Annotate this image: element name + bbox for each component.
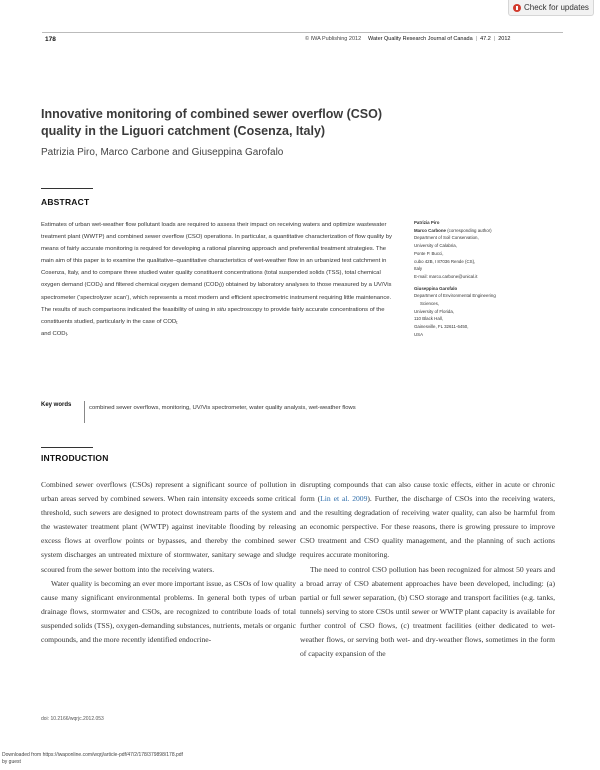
subscript: f	[65, 331, 67, 337]
journal-volume: 47.2	[480, 36, 491, 42]
title-line-1: Innovative monitoring of combined sewer overflow (CSO)	[41, 107, 383, 121]
abstract-part: and COD	[41, 330, 66, 337]
affil-email: E-mail: marco.carbone@unical.it	[414, 273, 478, 279]
keywords-label: Key words	[41, 402, 72, 408]
affil-line: 110 Black Hall,	[414, 316, 443, 322]
introduction-rule	[41, 447, 93, 448]
affil-name: Giuseppina Garofalo	[414, 285, 458, 291]
keywords-text: combined sewer overflows, monitoring, UV/Vis spectrometer, water quality analysis, wet-weather flows	[89, 405, 356, 411]
download-url[interactable]: Downloaded from https://iwaponline.com/wqrj/article-pdf/47/2/178/379898/178.pdf	[2, 752, 183, 758]
text-run: ). Further, the discharge of CSOs into the receiving waters, and the resulting degradation of receiving water quality, can also be harmful from an economic perspective. For these reasons, there is growing pressure to improve CSO treatment and CSO quality management, and the planning of such actions requires accurate monitoring.	[300, 494, 555, 560]
affil-line: USA	[414, 331, 424, 337]
affil-line: Department of Soil Conservation,	[414, 235, 479, 241]
citation-link[interactable]: Lin et al. 2009	[320, 494, 368, 504]
in-situ-italic: in situ	[210, 306, 226, 313]
check-for-updates-label: Check for updates	[524, 3, 589, 12]
subscript: t	[99, 283, 101, 289]
keywords-divider	[84, 401, 85, 423]
affil-line: Department of Environmental Engineering	[414, 293, 496, 299]
affil-line: University of Calabria,	[414, 243, 457, 249]
abstract-part: .	[66, 330, 69, 337]
body-paragraph: Combined sewer overflows (CSOs) represent a significant source of pollution in urban areas served by combined sewers. When rain intensity exceeds some critical threshold, such sewers are designed to protect downstream parts of the system and the wastewater treatment plant (WWTP) against inevitable flooding by releasing excess flows at overflow points or bypasses, and thereby the combined sewer system discharges an untreated mixture of stormwater, sanitary sewage and sludge scoured from the sewer bottom into the receiving waters.	[41, 480, 296, 574]
body-paragraph	[300, 478, 555, 563]
journal-name: Water Quality Research Journal of Canada	[368, 36, 473, 42]
affil-name: Marco Carbone	[414, 227, 446, 233]
subscript: t	[176, 319, 178, 325]
abstract-part: Estimates of urban wet-weather flow pollutant loads are required to assess their impact on receiving waters and optimize wastewater treatment plant (WWTP) and combined sewer overflow (CSO) operations. In particular, a quantitative characterization of flow quality by means of fairly accurate monitoring is required for developing a rational planning approach and preferential treatment strategies. The main aim of this paper is to examine the qualitative–quantitative characteristics of wet-weather flow in an urbanized test catchment in Cosenza, Italy, and to compare three studied water quality constituent concentrations (total suspended solids (TSS), total chemical oxygen demand (COD	[41, 222, 392, 289]
check-for-updates-button[interactable]	[508, 0, 594, 16]
affil-name: Patrizia Piro	[414, 220, 440, 225]
author-affiliations	[414, 219, 564, 339]
abstract-part: spectroscopy to provide fairly accurate concentrations of the constituents studied, particularly in the case of COD	[41, 306, 385, 325]
doi-link[interactable]: doi: 10.2166/wqrjc.2012.053	[41, 716, 104, 722]
download-guest: by guest	[2, 759, 21, 765]
copyright-notice: © IWA Publishing 2012	[305, 36, 362, 42]
abstract-text	[41, 219, 397, 340]
abstract-part: )) obtained by laboratory analyses to those measured by a UV/Vis spectrometer (‘spectrolyzer scan’), which represents a most modern and efficient spectrometric instrument requiring little maintenance. The results of such comparisons indicated the feasibility of using	[41, 282, 392, 313]
body-column-right	[300, 478, 555, 661]
introduction-heading: INTRODUCTION	[41, 453, 109, 463]
affil-name-line	[414, 227, 564, 235]
affil-line: cubo 42B, I 87036 Rende (CS),	[414, 258, 476, 264]
affil-line: Gainesville, FL 32611-6450,	[414, 324, 469, 330]
author-list: Patrizia Piro, Marco Carbone and Giuseppina Garofalo	[41, 147, 284, 158]
affil-line: Sciences,	[420, 301, 440, 307]
page-number: 178	[45, 36, 56, 43]
journal-year: 2012	[498, 36, 511, 42]
title-line-2: quality in the Liguori catchment (Cosenza, Italy)	[41, 124, 326, 138]
affil-note: (corresponding author)	[445, 227, 492, 233]
abstract-heading: ABSTRACT	[41, 197, 90, 207]
affil-line: Italy	[414, 266, 423, 272]
affil-line: University of Florida,	[414, 308, 455, 314]
body-column-left	[41, 478, 296, 647]
body-paragraph: Water quality is becoming an ever more important issue, as CSOs of low quality cause many significant environmental problems. In general both types of urban drainage flows, stormwater and CSOs, are recognized to contribute loads of total suspended solids (TSS), oxygen-demanding substances, nutrients, metals or organic compounds, and the more recently identified endocrine-	[41, 578, 296, 645]
subscript: f	[218, 283, 221, 289]
journal-header: Water Quality Research Journal of Canada | 47.2 | 2012	[368, 33, 563, 45]
text-run: disrupting compounds that can also cause toxic effects, either in acute or chronic form (	[300, 480, 555, 504]
download-notice	[2, 752, 322, 766]
affil-line: Ponte P. Bucci,	[414, 250, 444, 256]
article-title	[41, 106, 431, 140]
update-icon	[513, 4, 521, 12]
body-paragraph: The need to control CSO pollution has been recognized for almost 50 years and a broad array of CSO abatement approaches have been developed, including: (a) partial or full sewer separation, (b) CSO storage and transport facilities (e.g. tanks, tunnels) serving to store CSOs until sewer or WWTP plant capacity is available for further control of CSO flows, (c) treatment facilities (either dedicated to wet-weather flows, or serving both wet- and dry-weather flows, sometimes in the form of capacity expansion of the	[300, 564, 555, 659]
abstract-rule	[41, 188, 93, 189]
abstract-part: ) and filtered chemical oxygen demand (COD	[100, 282, 219, 289]
